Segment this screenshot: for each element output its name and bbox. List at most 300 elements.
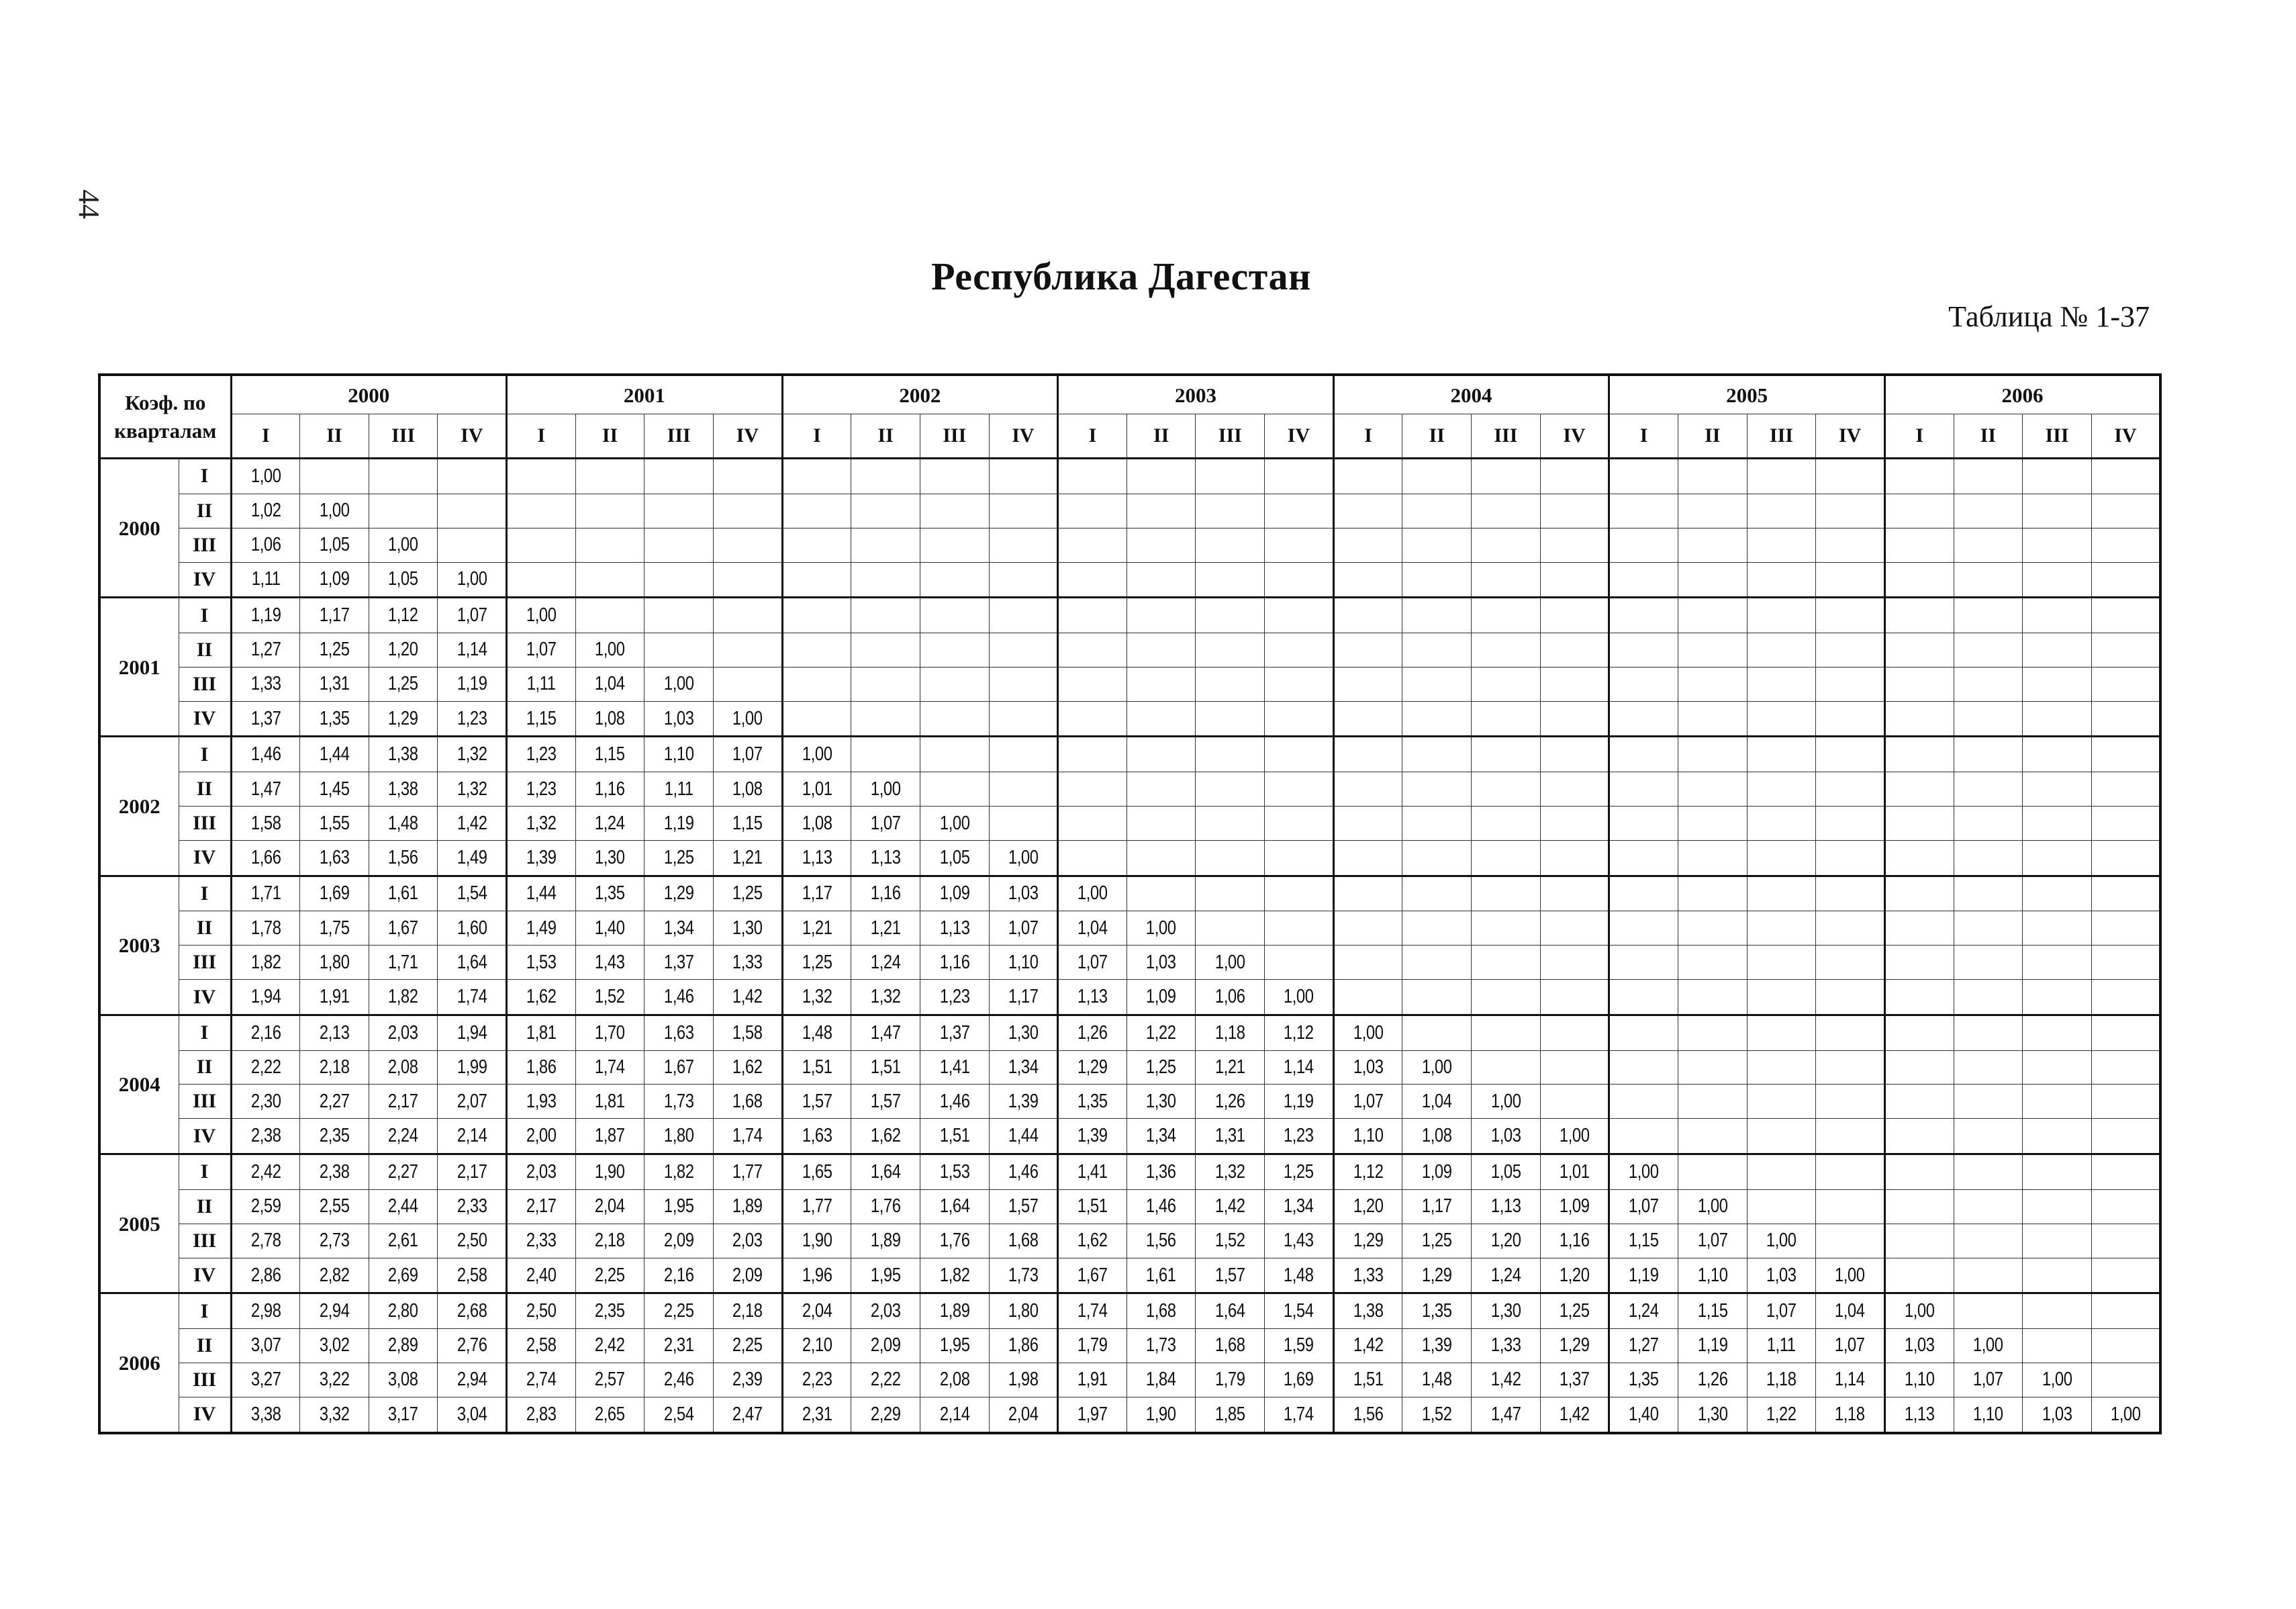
table-cell: [1058, 737, 1127, 772]
column-quarter-header: II: [851, 414, 920, 459]
table-cell: [644, 459, 714, 494]
table-cell: [1058, 772, 1127, 807]
cell-value: 2,03: [526, 1160, 557, 1183]
cell-value: 2,38: [319, 1160, 350, 1183]
cell-value: 1,87: [595, 1125, 625, 1147]
table-cell: [1609, 633, 1678, 667]
table-cell: [507, 737, 576, 772]
cell-value: 1,89: [870, 1230, 901, 1252]
table-cell: [438, 1050, 507, 1085]
table-cell: [1540, 807, 1609, 841]
table-cell: [851, 1085, 920, 1119]
table-cell: [1402, 598, 1472, 633]
table-cell: [231, 528, 300, 562]
cell-value: 1,25: [732, 882, 763, 905]
cell-value: 1,69: [319, 882, 350, 905]
cell-value: 1,00: [1973, 1334, 2003, 1357]
table-cell: [1058, 1015, 1127, 1050]
cell-value: 1,29: [1353, 1230, 1384, 1252]
table-cell: [1333, 946, 1402, 980]
table-cell: [1127, 841, 1196, 876]
table-row: [99, 1293, 2160, 1329]
table-cell: [1609, 1085, 1678, 1119]
cell-value: 1,13: [1078, 986, 1108, 1008]
table-cell: [438, 737, 507, 772]
table-cell: [851, 1224, 920, 1258]
table-cell: [989, 1363, 1058, 1397]
table-cell: [1196, 1189, 1265, 1224]
table-cell: [369, 667, 438, 701]
table-cell: [782, 459, 851, 494]
table-cell: [300, 1154, 369, 1190]
cell-value: 1,68: [1008, 1230, 1039, 1252]
table-cell: [989, 1085, 1058, 1119]
cell-value: 1,10: [1904, 1369, 1935, 1391]
cell-value: 1,16: [939, 951, 970, 973]
table-cell: [1816, 1397, 1885, 1433]
column-quarter-header: II: [1954, 414, 2023, 459]
column-quarter-header: I: [1884, 414, 1954, 459]
table-cell: [1816, 1119, 1885, 1154]
table-cell: [438, 1328, 507, 1363]
table-cell: [507, 598, 576, 633]
table-cell: [989, 494, 1058, 528]
table-cell: [1609, 528, 1678, 562]
cell-value: 1,46: [939, 1090, 970, 1112]
cell-value: 2,23: [802, 1369, 832, 1391]
table-cell: [1884, 598, 1954, 633]
cell-value: 1,00: [319, 500, 350, 522]
table-cell: [782, 946, 851, 980]
cell-value: 1,29: [388, 707, 418, 729]
cell-value: 1,13: [870, 846, 901, 868]
cell-value: 1,89: [732, 1195, 763, 1217]
table-cell: [782, 1328, 851, 1363]
cell-value: 1,03: [1353, 1056, 1384, 1078]
table-cell: [782, 701, 851, 737]
table-cell: [231, 494, 300, 528]
cell-value: 1,64: [1214, 1300, 1245, 1322]
table-cell: [1540, 841, 1609, 876]
cell-value: 1,14: [457, 639, 487, 661]
table-cell: [369, 1189, 438, 1224]
table-cell: [1472, 946, 1541, 980]
table-cell: [1196, 980, 1265, 1015]
cell-value: 1,70: [595, 1021, 625, 1044]
table-cell: [851, 528, 920, 562]
table-cell: [1333, 598, 1402, 633]
cell-value: 1,00: [1284, 986, 1314, 1008]
cell-value: 2,17: [388, 1090, 418, 1112]
table-cell: [231, 737, 300, 772]
table-cell: [1058, 1119, 1127, 1154]
table-cell: [644, 701, 714, 737]
table-cell: [1678, 737, 1747, 772]
table-cell: [920, 1293, 989, 1329]
table-cell: [1265, 772, 1334, 807]
row-year-label: 2003: [99, 876, 179, 1015]
cell-value: 1,46: [663, 986, 694, 1008]
table-cell: [2023, 667, 2092, 701]
table-cell: [1333, 1119, 1402, 1154]
cell-value: 1,56: [1146, 1230, 1176, 1252]
cell-value: 1,30: [732, 917, 763, 939]
table-cell: [1816, 1015, 1885, 1050]
cell-value: 1,18: [1214, 1021, 1245, 1044]
table-cell: [438, 562, 507, 598]
cell-value: 1,09: [1559, 1195, 1590, 1217]
table-cell: [369, 1154, 438, 1190]
table-cell: [1954, 1258, 2023, 1293]
table-cell: [231, 807, 300, 841]
table-cell: [438, 1085, 507, 1119]
table-cell: [782, 494, 851, 528]
cell-value: 2,89: [388, 1334, 418, 1357]
table-cell: [1333, 911, 1402, 946]
table-cell: [438, 528, 507, 562]
column-year-header: 2006: [1884, 375, 2160, 414]
table-cell: [782, 562, 851, 598]
table-cell: [1058, 701, 1127, 737]
cell-value: 1,58: [732, 1021, 763, 1044]
table-cell: [1816, 841, 1885, 876]
row-quarter-label: II: [179, 1328, 231, 1363]
table-cell: [1058, 1293, 1127, 1329]
table-cell: [714, 807, 783, 841]
table-cell: [438, 772, 507, 807]
table-cell: [369, 1050, 438, 1085]
table-cell: [920, 946, 989, 980]
table-cell: [1472, 1258, 1541, 1293]
table-cell: [231, 1258, 300, 1293]
table-cell: [1127, 980, 1196, 1015]
table-cell: [1540, 980, 1609, 1015]
column-quarter-header: II: [1402, 414, 1472, 459]
table-cell: [1747, 911, 1816, 946]
table-cell: [1402, 667, 1472, 701]
table-cell: [1747, 633, 1816, 667]
table-cell: [1472, 494, 1541, 528]
table-cell: [1127, 946, 1196, 980]
table-row: [99, 1085, 2160, 1119]
cell-value: 2,83: [526, 1403, 557, 1425]
table-cell: [920, 1050, 989, 1085]
cell-value: 1,93: [526, 1090, 557, 1112]
table-cell: [920, 1119, 989, 1154]
table-cell: [1472, 1328, 1541, 1363]
table-cell: [1058, 459, 1127, 494]
cell-value: 1,62: [1078, 1230, 1108, 1252]
table-cell: [1954, 876, 2023, 911]
table-cell: [1333, 1328, 1402, 1363]
table-cell: [2023, 701, 2092, 737]
table-cell: [1472, 876, 1541, 911]
cell-value: 1,23: [526, 778, 557, 800]
table-cell: [1884, 633, 1954, 667]
table-cell: [575, 528, 644, 562]
cell-value: 1,41: [1078, 1160, 1108, 1183]
table-cell: [300, 737, 369, 772]
cell-value: 1,03: [1904, 1334, 1935, 1357]
cell-value: 1,07: [457, 604, 487, 627]
table-cell: [920, 1154, 989, 1190]
cell-value: 1,00: [802, 743, 832, 766]
table-cell: [1816, 807, 1885, 841]
table-cell: [369, 1119, 438, 1154]
table-cell: [1884, 911, 1954, 946]
table-cell: [1127, 633, 1196, 667]
table-cell: [1747, 1224, 1816, 1258]
table-cell: [438, 1224, 507, 1258]
table-cell: [2091, 1363, 2160, 1397]
cell-value: 1,03: [1008, 882, 1039, 905]
table-cell: [1540, 459, 1609, 494]
table-cell: [1333, 667, 1402, 701]
table-cell: [851, 1189, 920, 1224]
cell-value: 1,06: [1214, 986, 1245, 1008]
table-cell: [300, 1397, 369, 1433]
cell-value: 1,03: [663, 707, 694, 729]
cell-value: 1,68: [1214, 1334, 1245, 1357]
table-cell: [369, 494, 438, 528]
table-row: [99, 1397, 2160, 1433]
table-cell: [851, 494, 920, 528]
row-quarter-label: IV: [179, 1119, 231, 1154]
cell-value: 1,74: [732, 1125, 763, 1147]
table-cell: [231, 1050, 300, 1085]
table-cell: [1402, 1224, 1472, 1258]
cell-value: 2,08: [388, 1056, 418, 1078]
table-cell: [231, 459, 300, 494]
table-cell: [644, 807, 714, 841]
table-cell: [2023, 1328, 2092, 1363]
column-year-header: 2004: [1333, 375, 1609, 414]
cell-value: 2,09: [732, 1264, 763, 1286]
table-cell: [714, 911, 783, 946]
table-body: [99, 459, 2160, 1434]
cell-value: 1,57: [1008, 1195, 1039, 1217]
table-cell: [1265, 1085, 1334, 1119]
cell-value: 1,64: [457, 951, 487, 973]
table-cell: [920, 876, 989, 911]
table-cell: [782, 528, 851, 562]
cell-value: 1,44: [319, 743, 350, 766]
cell-value: 2,18: [319, 1056, 350, 1078]
table-cell: [231, 980, 300, 1015]
table-cell: [1816, 459, 1885, 494]
table-cell: [1127, 1328, 1196, 1363]
table-cell: [1540, 946, 1609, 980]
table-cell: [1265, 1258, 1334, 1293]
table-cell: [1472, 1154, 1541, 1190]
table-cell: [1402, 701, 1472, 737]
table-cell: [1472, 911, 1541, 946]
table-cell: [300, 1119, 369, 1154]
table-cell: [1127, 876, 1196, 911]
table-cell: [1678, 633, 1747, 667]
table-cell: [1333, 1293, 1402, 1329]
table-cell: [1402, 1258, 1472, 1293]
table-cell: [782, 1224, 851, 1258]
cell-value: 1,04: [1078, 917, 1108, 939]
cell-value: 1,57: [1214, 1264, 1245, 1286]
table-cell: [920, 562, 989, 598]
table-cell: [1747, 701, 1816, 737]
table-cell: [231, 1119, 300, 1154]
cell-value: 1,00: [1904, 1300, 1935, 1322]
table-cell: [1884, 1293, 1954, 1329]
row-quarter-label: I: [179, 459, 231, 494]
table-cell: [714, 1224, 783, 1258]
table-cell: [851, 459, 920, 494]
cell-value: 1,23: [457, 707, 487, 729]
table-cell: [1058, 494, 1127, 528]
table-row: [99, 494, 2160, 528]
table-cell: [507, 1397, 576, 1433]
table-row: [99, 772, 2160, 807]
cell-value: 1,34: [1146, 1125, 1176, 1147]
table-cell: [1540, 598, 1609, 633]
table-cell: [575, 633, 644, 667]
table-cell: [300, 528, 369, 562]
table-cell: [369, 1328, 438, 1363]
column-quarter-header: II: [1678, 414, 1747, 459]
table-cell: [1678, 946, 1747, 980]
cell-value: 2,74: [526, 1369, 557, 1391]
table-cell: [1472, 980, 1541, 1015]
table-cell: [507, 980, 576, 1015]
table-cell: [1196, 807, 1265, 841]
table-cell: [1540, 911, 1609, 946]
table-cell: [644, 1258, 714, 1293]
cell-value: 2,14: [939, 1403, 970, 1425]
table-cell: [300, 911, 369, 946]
table-cell: [1540, 1397, 1609, 1433]
table-cell: [1333, 876, 1402, 911]
table-cell: [920, 1224, 989, 1258]
table-cell: [1747, 807, 1816, 841]
cell-value: 1,60: [457, 917, 487, 939]
table-cell: [782, 911, 851, 946]
table-cell: [920, 841, 989, 876]
cell-value: 1,85: [1214, 1403, 1245, 1425]
table-cell: [1747, 1293, 1816, 1329]
table-cell: [2023, 1224, 2092, 1258]
table-cell: [2023, 459, 2092, 494]
table-cell: [575, 1119, 644, 1154]
cell-value: 1,37: [939, 1021, 970, 1044]
table-cell: [989, 633, 1058, 667]
table-cell: [920, 980, 989, 1015]
table-cell: [1265, 459, 1334, 494]
table-cell: [2023, 1397, 2092, 1433]
table-cell: [1609, 841, 1678, 876]
table-cell: [1058, 667, 1127, 701]
table-cell: [300, 1015, 369, 1050]
table-cell: [1058, 1050, 1127, 1085]
cell-value: 1,42: [457, 812, 487, 834]
cell-value: 2,17: [526, 1195, 557, 1217]
table-cell: [714, 1293, 783, 1329]
table-cell: [1058, 841, 1127, 876]
table-cell: [2091, 1015, 2160, 1050]
cell-value: 2,27: [319, 1090, 350, 1112]
cell-value: 1,00: [1214, 951, 1245, 973]
table-cell: [1540, 528, 1609, 562]
table-cell: [1265, 841, 1334, 876]
table-cell: [1540, 1363, 1609, 1397]
table-cell: [714, 1328, 783, 1363]
table-cell: [1127, 1258, 1196, 1293]
table-cell: [1678, 1363, 1747, 1397]
table-cell: [231, 633, 300, 667]
table-cell: [714, 562, 783, 598]
table-cell: [714, 667, 783, 701]
cell-value: 2,50: [457, 1230, 487, 1252]
row-quarter-label: II: [179, 1189, 231, 1224]
table-cell: [1333, 528, 1402, 562]
cell-value: 1,74: [595, 1056, 625, 1078]
table-cell: [1747, 772, 1816, 807]
cell-value: 1,90: [802, 1230, 832, 1252]
cell-value: 1,30: [1008, 1021, 1039, 1044]
table-cell: [782, 737, 851, 772]
cell-value: 1,76: [939, 1230, 970, 1252]
table-cell: [851, 1119, 920, 1154]
cell-value: 1,64: [939, 1195, 970, 1217]
cell-value: 2,04: [1008, 1403, 1039, 1425]
table-cell: [1816, 562, 1885, 598]
cell-value: 1,09: [939, 882, 970, 905]
table-cell: [1540, 667, 1609, 701]
table-cell: [507, 1189, 576, 1224]
table-cell: [369, 1015, 438, 1050]
row-year-label: 2004: [99, 1015, 179, 1154]
cell-value: 1,49: [526, 917, 557, 939]
cell-value: 2,40: [526, 1264, 557, 1286]
cell-value: 1,20: [1353, 1195, 1384, 1217]
cell-value: 1,69: [1284, 1369, 1314, 1391]
table-cell: [1609, 598, 1678, 633]
table-cell: [1402, 1119, 1472, 1154]
cell-value: 1,00: [1697, 1195, 1728, 1217]
table-row: [99, 1258, 2160, 1293]
table-cell: [1678, 1293, 1747, 1329]
cell-value: 1,39: [1421, 1334, 1452, 1357]
cell-value: 2,33: [526, 1230, 557, 1252]
cell-value: 2,30: [250, 1090, 281, 1112]
table-cell: [782, 1119, 851, 1154]
table-cell: [231, 946, 300, 980]
table-cell: [575, 1258, 644, 1293]
table-cell: [1058, 633, 1127, 667]
table-cell: [920, 528, 989, 562]
column-quarter-header: III: [1747, 414, 1816, 459]
table-cell: [507, 1119, 576, 1154]
cell-value: 1,01: [1559, 1160, 1590, 1183]
table-cell: [1816, 946, 1885, 980]
table-cell: [1265, 633, 1334, 667]
table-cell: [369, 598, 438, 633]
row-year-label: 2000: [99, 459, 179, 598]
table-cell: [851, 911, 920, 946]
cell-value: 1,25: [388, 673, 418, 695]
cell-value: 1,23: [1284, 1125, 1314, 1147]
table-cell: [1127, 1119, 1196, 1154]
table-cell: [231, 841, 300, 876]
table-cell: [782, 876, 851, 911]
cell-value: 2,27: [388, 1160, 418, 1183]
